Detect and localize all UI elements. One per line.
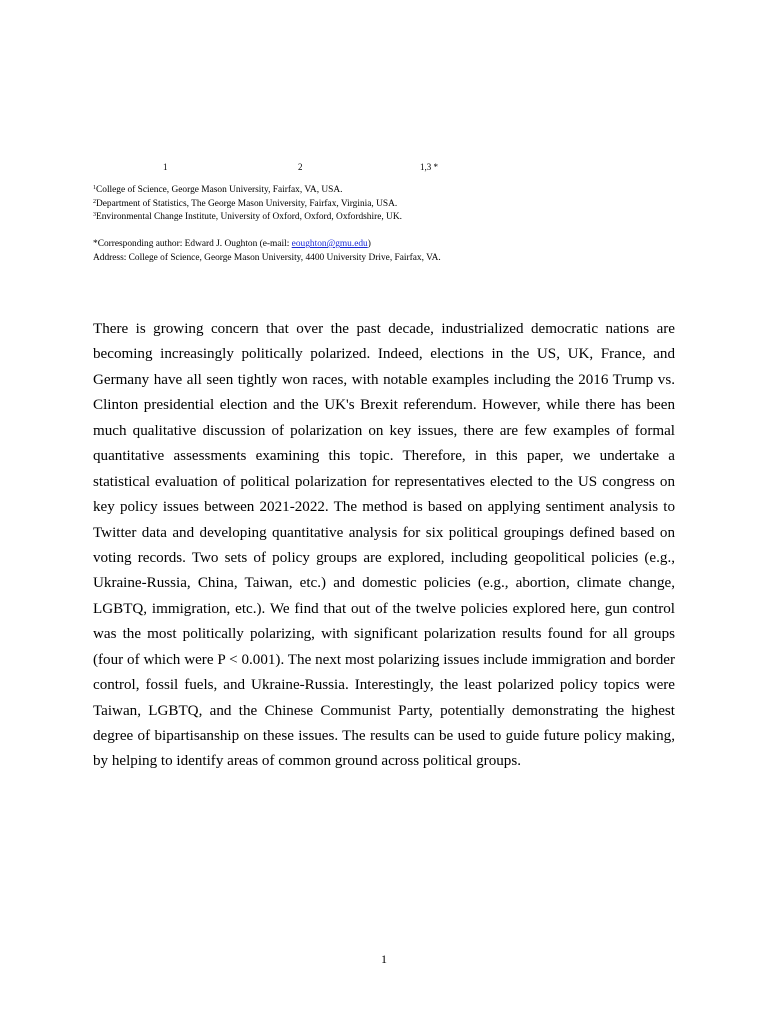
abstract-line: Taiwan, LGBTQ, and the Chinese Communist Party, potentially demonstrating the highest [93,702,675,719]
corresponding-author [93,238,693,252]
corresponding-author-prefix: *Corresponding author: Edward J. Oughton (e-mail: [93,239,292,249]
abstract-line: control, fossil fuels, and Ukraine-Russia. Interestingly, the least polarized policy topics were [93,677,675,694]
author-marker: 1,3 * [420,162,438,172]
abstract-line: becoming increasingly politically polarized. Indeed, elections in the US, UK, France, and [93,346,675,363]
correspondence-block [93,238,693,265]
author-affiliation-markers [0,161,768,173]
abstract-line: Germany have all seen tightly won races, with notable examples including the 2016 Trump vs. [93,371,675,388]
email-link[interactable]: eoughton@gmu.edu [291,239,368,249]
affiliation-superscript: 1 [93,185,96,191]
abstract-line: LGBTQ, immigration, etc.). We find that out of the twelve policies explored here, gun control [93,600,675,617]
abstract-line: was the most politically polarizing, with significant polarization results found for all groups [93,626,675,643]
abstract-line: Twitter data and developing quantitative analysis for six political groupings defined based on [93,524,675,541]
affiliation-text: College of Science, George Mason University, Fairfax, VA, USA. [96,185,343,195]
affiliation-item [93,211,693,225]
affiliation-item [93,184,693,198]
affiliation-superscript: 2 [93,198,96,205]
author-marker: 1 [163,162,168,172]
abstract-line: key policy issues between 2021-2022. The method is based on applying sentiment analysis to [93,499,675,516]
affiliation-text: Environmental Change Institute, University of Oxford, Oxford, Oxfordshire, UK. [96,212,402,222]
author-marker: 2 [298,162,303,172]
abstract-line: quantitative assessments examining this topic. Therefore, in this paper, we undertake a [93,448,675,465]
abstract-line: degree of bipartisanship on these issues. The results can be used to guide future policy making, [93,728,675,744]
abstract-line: statistical evaluation of political polarization for representatives elected to the US congress on [93,473,675,490]
abstract-line: There is growing concern that over the past decade, industrialized democratic nations are [93,321,675,337]
abstract-line: voting records. Two sets of policy groups are explored, including geopolitical policies (e.g., [93,549,675,566]
abstract-line: (four of which were P < 0.001). The next most polarizing issues include immigration and border [93,651,675,668]
affiliation-superscript: 3 [93,212,96,218]
corresponding-author-suffix: ) [367,239,371,249]
abstract-line: Clinton presidential election and the UK's Brexit referendum. However, while there has been [93,397,675,414]
abstract-line: Ukraine-Russia, China, Taiwan, etc.) and domestic policies (e.g., abortion, climate change, [93,575,675,592]
author-address: Address: College of Science, George Mason University, 4400 University Drive, Fairfax, VA. [93,252,441,263]
page-number: 1 [381,952,387,966]
affiliation-item [93,198,693,212]
abstract-line: by helping to identify areas of common ground across political groups. [93,753,521,770]
affiliation-text: Department of Statistics, The George Mason University, Fairfax, Virginia, USA. [96,198,398,209]
affiliation-list [93,184,693,225]
abstract-paragraph [93,317,675,775]
abstract-line: much qualitative discussion of polarization on key issues, there are few examples of formal [93,422,675,439]
